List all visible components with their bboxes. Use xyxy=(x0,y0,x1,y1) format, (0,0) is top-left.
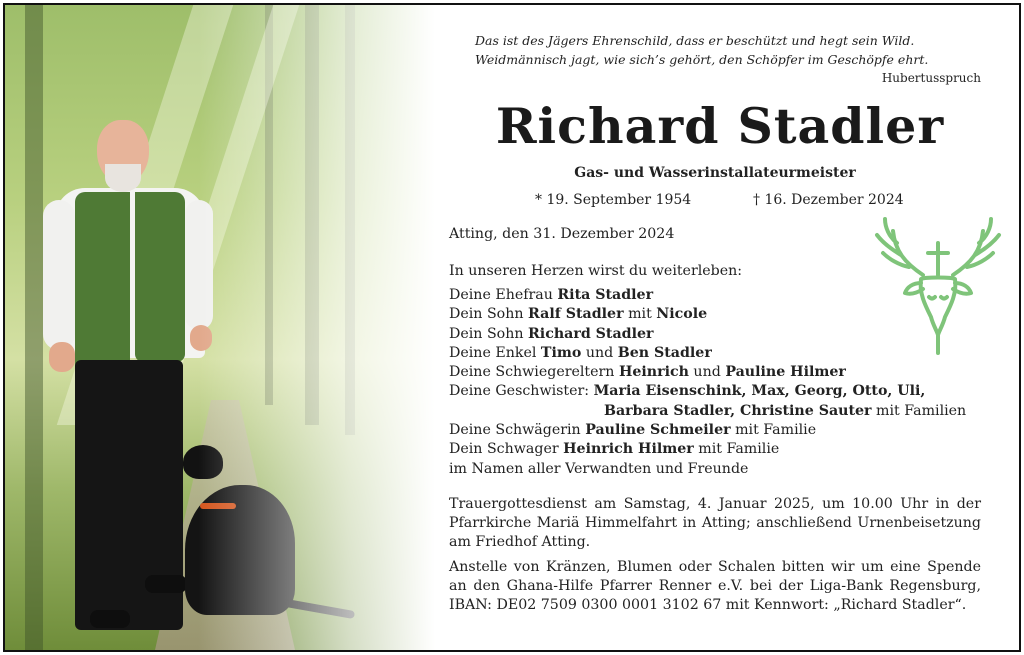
donation-text: Anstelle von Kränzen, Blumen oder Schalen bitten wir um eine Spende an den Ghana-Hilfe Pfarrer Renner e.V. bei der Liga-Bank Regensburg, IBAN: DE02 7509 0300 0001 3102 67 mit Kennwort: „Richard Stadler“. xyxy=(449,559,981,613)
mourner-line: Deine Ehefrau Rita Stadler xyxy=(449,287,654,303)
mourner-line: im Namen aller Verwandten und Freunde xyxy=(449,460,749,477)
place-and-date: Atting, den 31. Dezember 2024 xyxy=(449,226,675,242)
mourner-line: Dein Sohn Richard Stadler xyxy=(449,325,654,342)
funeral-service-text: Trauergottesdienst am Samstag, 4. Januar 2025, um 10.00 Uhr in der Pfarrkirche Mariä Himmelfahrt in Atting; anschließend Urnenbeisetzung am Friedhof Atting. xyxy=(449,496,981,550)
deceased-name: Richard Stadler xyxy=(495,97,945,155)
mourner-line: Barbara Stadler, Christine Sauter mit Familien xyxy=(604,402,967,419)
intro-line: In unseren Herzen wirst du weiterleben: xyxy=(449,263,743,279)
quote-source: Hubertusspruch xyxy=(881,71,981,85)
obituary-notice xyxy=(3,3,1021,652)
profession: Gas- und Wasserinstallateurmeister xyxy=(574,165,856,181)
mourner-line: Deine Geschwister: Maria Eisenschink, Max, Georg, Otto, Uli, xyxy=(449,383,926,400)
mourner-line: Deine Enkel Timo und Ben Stadler xyxy=(449,344,712,361)
mourner-line: Dein Sohn Ralf Stadler mit Nicole xyxy=(449,306,708,323)
hunting-quote xyxy=(475,31,957,69)
mourner-line: Dein Schwager Heinrich Hilmer mit Familie xyxy=(449,441,780,458)
mourner-line: Deine Schwägerin Pauline Schmeiler mit Familie xyxy=(449,422,817,439)
mourners-list xyxy=(449,286,989,479)
quote-line-1: Das ist des Jägers Ehrenschild, dass er beschützt und hegt sein Wild. xyxy=(475,33,915,48)
quote-line-2: Weidmännisch jagt, wie sich’s gehört, den Schöpfer im Geschöpfe ehrt. xyxy=(475,52,929,67)
death-date: † 16. Dezember 2024 xyxy=(753,192,904,208)
service-info xyxy=(449,495,981,621)
mourner-line: Deine Schwiegereltern Heinrich und Pauline Hilmer xyxy=(449,364,846,381)
birth-date: * 19. September 1954 xyxy=(535,192,692,208)
memorial-photo xyxy=(5,5,435,650)
